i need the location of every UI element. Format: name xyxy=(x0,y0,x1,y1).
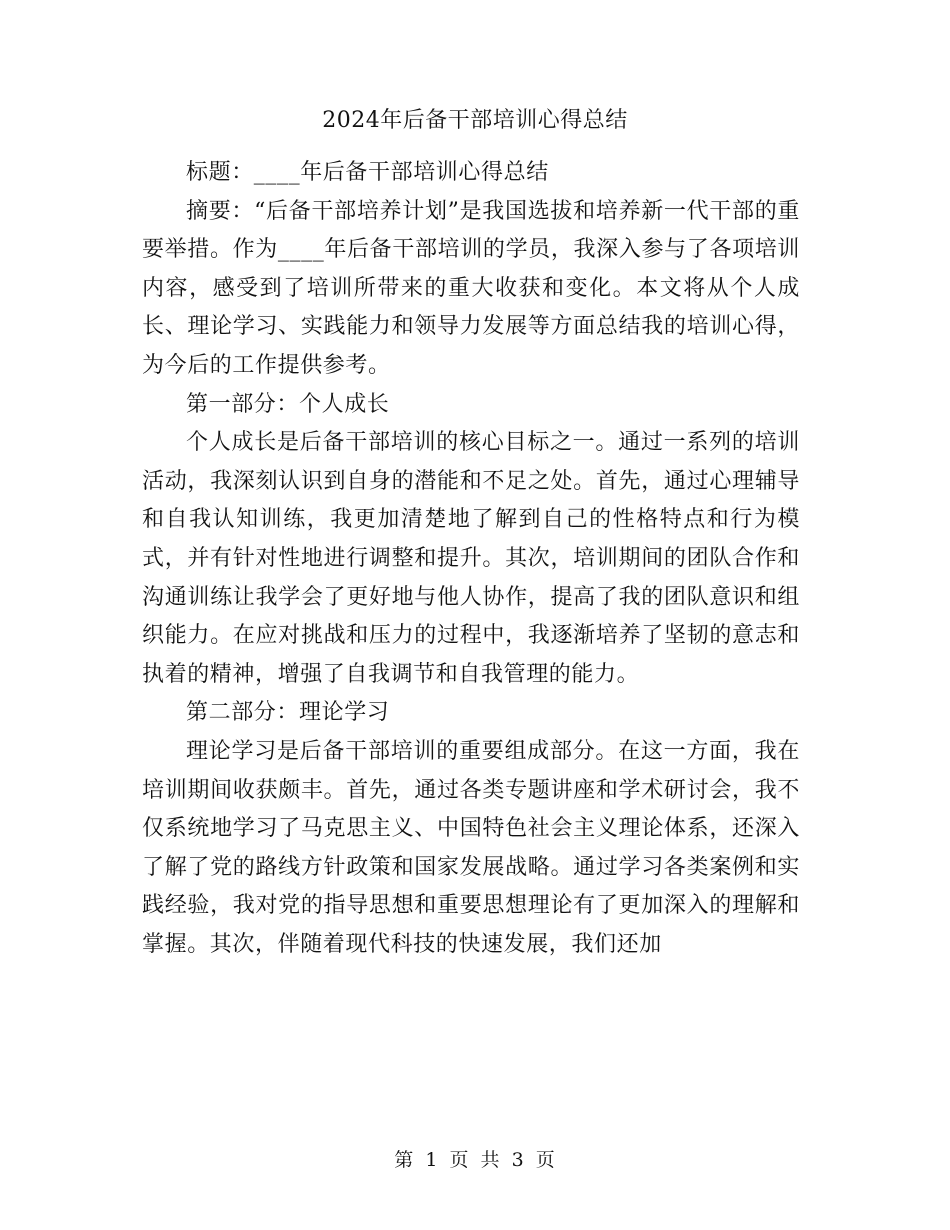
page-footer xyxy=(0,1146,950,1174)
footer-total-prefix: 共 xyxy=(480,1149,501,1171)
footer-total-pages: 3 xyxy=(511,1149,525,1171)
section-heading-personal-growth: 第一部分：个人成长 xyxy=(186,391,390,417)
footer-suffix: 页 xyxy=(535,1149,556,1171)
paragraph-theory-study: 理论学习是后备干部培训的重要组成部分。在这一方面，我在培训期间收获颇丰。首先，通过各类专题讲座和学术研讨会，我不仅系统地学习了马克思主义、中国特色社会主义理论体系，还深入了解了党的路线方针政策和国家发展战略。通过学习各类案例和实践经验，我对党的指导思想和重要思想理论有了更加深入的理解和掌握。其次，伴随着现代科技的快速发展，我们还加 xyxy=(142,738,800,957)
paragraph-personal-growth: 个人成长是后备干部培训的核心目标之一。通过一系列的培训活动，我深刻认识到自身的潜能和不足之处。首先，通过心理辅导和自我认知训练，我更加清楚地了解到自己的性格特点和行为模式，并有针对性地进行调整和提升。其次，培训期间的团队合作和沟通训练让我学会了更好地与他人协作，提高了我的团队意识和组织能力。在应对挑战和压力的过程中，我逐渐培养了坚韧的意志和执着的精神，增强了自我调节和自我管理的能力。 xyxy=(142,430,800,687)
section-heading-theory-study: 第二部分：理论学习 xyxy=(186,700,390,726)
document-title: 2024年后备干部培训心得总结 xyxy=(322,108,628,133)
document-body xyxy=(142,154,800,964)
footer-mid: 页 xyxy=(449,1149,470,1171)
subtitle-line: 标题：____年后备干部培训心得总结 xyxy=(186,160,549,185)
footer-current-page: 1 xyxy=(425,1149,439,1171)
footer-prefix: 第 xyxy=(394,1149,415,1171)
abstract-paragraph: 摘要：“后备干部培养计划”是我国选拔和培养新一代干部的重要举措。作为____年后备干部培训的学员，我深入参与了各项培训内容，感受到了培训所带来的重大收获和变化。本文将从个人成长、理论学习、实践能力和领导力发展等方面总结我的培训心得，为今后的工作提供参考。 xyxy=(142,198,800,378)
